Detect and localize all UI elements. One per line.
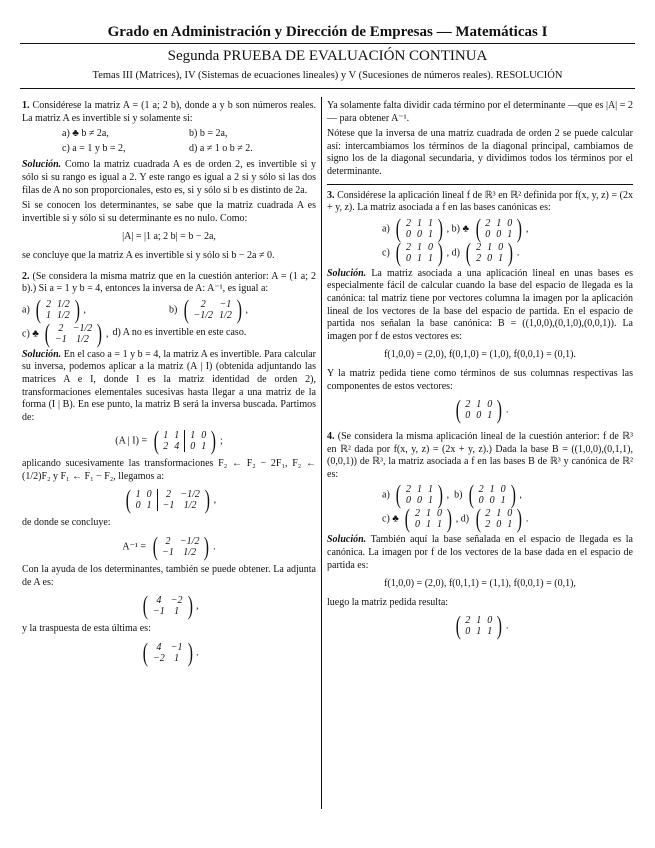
matrix-q4a: ( 2 1 1 0 0 1 )	[396, 480, 443, 510]
matrix-q3b: ( 2 1 0 0 0 1 )	[475, 213, 523, 243]
column-divider	[321, 97, 322, 809]
matrix-entry: 2	[200, 298, 206, 310]
page-title: Grado en Administración y Dirección de Empresas — Matemáticas I	[107, 24, 548, 40]
matrix-entry: 1	[498, 252, 504, 264]
matrix-entry: 1	[416, 484, 422, 496]
matrix-entry: 1	[476, 399, 482, 411]
matrix-entry: 1	[174, 606, 180, 618]
q3-option-c: c) ( 2 1 0 0 1 1 ) ,	[382, 237, 452, 267]
matrix-entry: 4	[156, 595, 162, 607]
matrix-entry: 1	[190, 430, 196, 442]
matrix-entry: 1	[496, 508, 502, 520]
q2-options	[22, 294, 316, 348]
q4-solution-2: luego la matriz pedida resulta:	[327, 596, 449, 608]
matrix-entry: 2	[465, 399, 471, 411]
matrix-entry: 1	[487, 410, 493, 422]
matrix-entry: 0	[405, 252, 411, 264]
matrix-entry: 1/2	[183, 500, 197, 512]
q1-option-a: a) ♣ b ≠ 2a,	[62, 128, 109, 140]
matrix-entry: 1	[427, 252, 433, 264]
q3-option-d: d) ( 2 1 0 2 0 1 ) .	[451, 237, 520, 267]
matrix-entry: 1	[135, 489, 141, 501]
matrix-entry: 2	[163, 441, 169, 453]
matrix-q2c: ( 2 −1/2 −1 1/2 )	[45, 318, 103, 348]
q4-solution: Solución. También aquí la base señalada en el espacio de llegada es la canónica. La imagen por f de los vectores de la base dada en el espacio de partida es:	[327, 534, 633, 571]
header-rule	[20, 88, 635, 89]
q1-option-d: d) a ≠ 1 o b ≠ 2.	[189, 142, 253, 154]
q4-option-d: d) ( 2 1 0 2 0 1 ) .	[460, 504, 529, 534]
matrix-entry: 1/2	[183, 547, 197, 559]
matrix-entry: 0	[496, 519, 502, 531]
q3-images: f(1,0,0) = (2,0), f(0,1,0) = (1,0), f(0,0,1) = (0,1).	[384, 349, 576, 361]
matrix-entry: 2	[58, 322, 64, 334]
matrix-entry: 0	[405, 495, 411, 507]
q3-statement: 3. Considérese la aplicación lineal f de ℝ³ en ℝ² definida por f(x, y, z) = (2x + y, z). La matriz asociada a f en las bases canónicas es:	[327, 189, 634, 214]
matrix-entry: 1	[507, 519, 513, 531]
matrix-entry: 0	[427, 241, 433, 253]
matrix-entry: 1	[476, 626, 482, 638]
matrix-q4b: ( 2 1 0 0 0 1 )	[468, 480, 516, 510]
q1-options	[22, 128, 316, 155]
matrix-entry: 0	[507, 217, 513, 229]
matrix-augmented: ( 1 1 2 4 1 0 0 1 )	[153, 426, 217, 456]
matrix-entry: 0	[146, 489, 152, 501]
matrix-entry: 0	[500, 484, 506, 496]
matrix-entry: 1	[174, 652, 180, 664]
matrix-entry: 1	[496, 217, 502, 229]
matrix-entry: 2	[485, 217, 491, 229]
matrix-entry: 2	[45, 298, 51, 310]
matrix-entry: 1	[146, 500, 152, 512]
q1-option-b: b) b = 2a,	[189, 128, 228, 140]
title-rule	[20, 43, 635, 44]
augment-bar	[157, 489, 158, 511]
matrix-entry: 2	[476, 241, 482, 253]
matrix-entry: 1	[476, 615, 482, 627]
matrix-entry: 1/2	[56, 298, 70, 310]
matrix-entry: 2	[415, 508, 421, 520]
q2-solution-4: Con la ayuda de los determinantes, también se puede obtener. La adjunta de A es:	[22, 564, 316, 588]
matrix-entry: 1	[487, 626, 493, 638]
q4-options	[327, 480, 633, 534]
matrix-entry: 2	[405, 241, 411, 253]
matrix-entry: 0	[190, 441, 196, 453]
matrix-entry: −1/2	[72, 322, 93, 334]
q3-option-a: a) ( 2 1 1 0 0 1 ) ,	[382, 213, 452, 243]
q4-result: ( 2 1 0 0 1 1 ) .	[455, 611, 509, 641]
matrix-entry: 1/2	[219, 309, 232, 321]
matrix-entry: 0	[496, 228, 502, 240]
q3-solution: Solución. La matriz asociada a una aplicación lineal en unas bases es especialmente fácil de calcular cuando la base del espacio de llegada es la canónica: tal matriz tiene por vectores columna la imagen por la aplicación lineal de los vectores de la base del espacio de partida. En el espacio de partida nos señalan la base canónica: B = ((1,0,0),(0,1,0),(0,0,1)). La imagen por f de estos vectores es:	[327, 267, 633, 342]
q4-images: f(1,0,0) = (2,0), f(0,1,1) = (1,1), f(0,0,1) = (0,1),	[384, 578, 576, 590]
matrix-entry: 2	[485, 519, 491, 531]
matrix-entry: 1	[426, 508, 432, 520]
q2-augmented: (A | I) = ( 1 1 2 4 1 0 0 1 ) ;	[115, 426, 223, 456]
q2-option-a: a) ( 2 1/2 1 1/2 ) ,	[22, 294, 86, 324]
matrix-entry: −1	[153, 606, 165, 618]
matrix-q3a: ( 2 1 1 0 0 1 )	[396, 213, 443, 243]
matrix-entry: −1	[162, 547, 174, 559]
matrix-entry: 4	[174, 441, 180, 453]
q1-solution-2: Si se conocen los determinantes, se sabe que la matriz cuadrada A es invertible si y sólo si su determinante es no nulo. Como:	[22, 200, 316, 224]
matrix-entry: 2	[165, 489, 171, 501]
matrix-entry: −1	[55, 333, 67, 345]
q1-statement: 1. Considérese la matriz A = (1 a; 2 b), donde a y b son números reales. La matriz A es invertible si y solamente si:	[22, 100, 316, 124]
matrix-entry: 0	[487, 399, 493, 411]
matrix-entry: 0	[405, 228, 411, 240]
matrix-entry: 1	[427, 228, 433, 240]
q4-option-b: b) ( 2 1 0 0 0 1 ) ,	[454, 480, 522, 510]
matrix-entry: −1/2	[179, 536, 200, 548]
matrix-entry: 0	[135, 500, 141, 512]
matrix-entry: 2	[465, 615, 471, 627]
matrix-entry: 0	[487, 252, 493, 264]
matrix-adjugate-transpose: ( 4 −1 −2 1 )	[143, 637, 193, 667]
topics-line: Temas III (Matrices), IV (Sistemas de ecuaciones lineales) y V (Sucesiones de números reales). RESOLUCIÓN	[92, 70, 563, 81]
matrix-entry: −1	[170, 641, 183, 653]
matrix-q4d: ( 2 1 0 2 0 1 )	[475, 504, 523, 534]
matrix-entry: 1	[500, 495, 506, 507]
q3-solution-2: Y la matriz pedida tiene como términos de sus columnas respectivas las componentes de estos vectores:	[327, 367, 633, 392]
matrix-entry: −2	[170, 595, 183, 607]
matrix-entry: 2	[405, 217, 411, 229]
q2-inverse: A⁻¹ = ( 2 −1/2 −1 1/2 ) .	[122, 532, 216, 562]
matrix-entry: 0	[476, 410, 482, 422]
q2-solution: Solución. En el caso a = 1 y b = 4, la matriz A es invertible. Para calcular su inversa, podemos aplicar a la matriz (A | I) (obtenida adjuntando las matrices A e I, donde I es la matriz identidad de orden 2), transformaciones elementales sucesivas hasta llegar a una matriz de la forma (I | B). En ese punto, la matriz B será la inversa buscada. Partimos de:	[22, 348, 317, 423]
matrix-entry: 1	[437, 519, 443, 531]
q2-continuation: Ya solamente falta dividir cada término por el determinante —que es |A| = 2— para obtener A⁻¹.	[327, 100, 633, 124]
q2-solution-5: y la traspuesta de esta última es:	[22, 623, 151, 635]
matrix-entry: 0	[498, 241, 504, 253]
q2-option-b: b) ( 2 −1 −1/2 1/2 ) ,	[169, 294, 248, 324]
matrix-entry: 1	[427, 495, 433, 507]
q2-solution-2: aplicando sucesivamente las transformaciones F₂ ← F₂ − 2F₁, F₂ ← (1/2)F₂ y F₁ ← F₁ − F₂, llegamos a:	[22, 458, 316, 482]
matrix-entry: 1	[427, 484, 433, 496]
q1-option-c: c) a = 1 y b = 2,	[62, 142, 126, 154]
matrix-entry: 2	[485, 508, 491, 520]
matrix-q4-result: ( 2 1 0 0 1 1 )	[455, 611, 503, 641]
q2-option-c: c) ♣ ( 2 −1/2 −1 1/2 ) ,	[22, 318, 109, 348]
right-column	[327, 100, 633, 643]
matrix-entry: 1	[45, 309, 51, 321]
matrix-entry: 1	[416, 217, 422, 229]
matrix-entry: 2	[476, 252, 482, 264]
q2-option-d: d) A no es invertible en este caso.	[112, 327, 247, 339]
matrix-q3c: ( 2 1 0 0 1 1 )	[396, 237, 443, 267]
q3-options	[327, 213, 633, 267]
matrix-entry: 1	[416, 252, 422, 264]
matrix-entry: −2	[153, 652, 165, 664]
matrix-entry: 0	[465, 410, 471, 422]
matrix-inverse: ( 2 −1/2 −1 1/2 )	[152, 532, 210, 562]
q2-solution-3: de donde se concluye:	[22, 517, 111, 529]
matrix-entry: 1/2	[76, 333, 89, 345]
matrix-entry: 1	[426, 519, 432, 531]
matrix-entry: −1	[219, 298, 232, 310]
matrix-q2a: ( 2 1/2 1 1/2 )	[36, 294, 80, 324]
matrix-entry: 2	[405, 484, 411, 496]
matrix-entry: 2	[165, 536, 171, 548]
matrix-entry: 0	[478, 495, 484, 507]
q4-statement: 4. (Se considera la misma aplicación lineal de la cuestión anterior: f de ℝ³ en ℝ² dada por f(x, y, z) = (2x + y, z).) Dada la base B = ((1,0,0),(0,1,1),(0,0,1)) de ℝ³, la matriz asociada a f en las bases B de ℝ³ y canónica de ℝ² es:	[327, 431, 634, 480]
matrix-q2b: ( 2 −1 −1/2 1/2 )	[183, 294, 242, 324]
matrix-entry: 0	[201, 430, 207, 442]
matrix-entry: −1/2	[193, 309, 214, 321]
matrix-reduced: ( 1 0 0 1 2 −1/2 −1 1/2 )	[125, 485, 210, 515]
matrix-entry: 0	[489, 495, 495, 507]
matrix-q4c: ( 2 1 0 0 1 1 )	[405, 504, 452, 534]
q2-reduced: ( 1 0 0 1 2 −1/2 −1 1/2 ) ,	[125, 485, 217, 515]
page-subtitle: Segunda PRUEBA DE EVALUACIÓN CONTINUA	[167, 48, 488, 64]
q2-adjugate: ( 4 −2 −1 1 ) ,	[143, 591, 199, 621]
matrix-q3d: ( 2 1 0 2 0 1 )	[466, 237, 514, 267]
q4-option-a: a) ( 2 1 1 0 0 1 ) ,	[382, 480, 455, 510]
matrix-entry: 1	[174, 430, 180, 442]
q2-adjugate-transpose: ( 4 −1 −2 1 ) .	[143, 637, 199, 667]
q2-note: Nótese que la inversa de una matriz cuadrada de orden 2 se puede calcular así: intercambiamos los términos de la diagonal principal, cambiamos de signo los de la diagonal secundaria, y dividimos todos los términos por el determinante.	[327, 128, 633, 177]
matrix-entry: 1	[487, 241, 493, 253]
matrix-entry: 1	[489, 484, 495, 496]
section-rule	[327, 184, 633, 185]
matrix-entry: 0	[415, 519, 421, 531]
q4-option-c: c) ♣ ( 2 1 0 0 1 1 ) ,	[382, 504, 461, 534]
matrix-entry: 0	[416, 228, 422, 240]
matrix-entry: 0	[416, 495, 422, 507]
q2-statement: 2. (Se considera la misma matriz que en la cuestión anterior: A = (1 a; 2 b).) Si a = 1 y b = 4, entonces la inversa de A: A⁻¹, es igual a:	[22, 270, 317, 295]
q3-option-b: b) ♣ ( 2 1 0 0 0 1 ) ,	[451, 213, 529, 243]
matrix-entry: 1	[163, 430, 169, 442]
matrix-entry: 1	[416, 241, 422, 253]
matrix-entry: 0	[507, 508, 513, 520]
q3-result: ( 2 1 0 0 0 1 ) .	[455, 395, 509, 425]
q1-determinant: |A| = |1 a; 2 b| = b − 2a,	[122, 231, 216, 243]
matrix-adjugate: ( 4 −2 −1 1 )	[143, 591, 193, 621]
matrix-entry: 0	[465, 626, 471, 638]
matrix-entry: 1	[427, 217, 433, 229]
matrix-entry: 4	[156, 641, 162, 653]
left-column	[22, 100, 316, 670]
matrix-entry: −1/2	[180, 489, 200, 501]
matrix-entry: 0	[437, 508, 443, 520]
q1-solution-3: se concluye que la matriz A es invertible si y sólo si b − 2a ≠ 0.	[22, 249, 275, 261]
matrix-entry: 1/2	[56, 309, 70, 321]
matrix-entry: 1	[201, 441, 207, 453]
matrix-entry: 1	[507, 228, 513, 240]
matrix-entry: 0	[485, 228, 491, 240]
matrix-entry: 0	[487, 615, 493, 627]
matrix-q3-result: ( 2 1 0 0 0 1 )	[455, 395, 503, 425]
q1-solution: Solución. Como la matriz cuadrada A es de orden 2, es invertible si y sólo si su rango es igual a 2. Y este rango es igual a 2 si y sólo si las dos filas de A no son proporcionales, esto es, si y sólo si b es distinto de 2a.	[22, 159, 316, 196]
matrix-entry: 2	[478, 484, 484, 496]
matrix-entry: −1	[162, 500, 175, 512]
augment-bar	[184, 430, 185, 452]
